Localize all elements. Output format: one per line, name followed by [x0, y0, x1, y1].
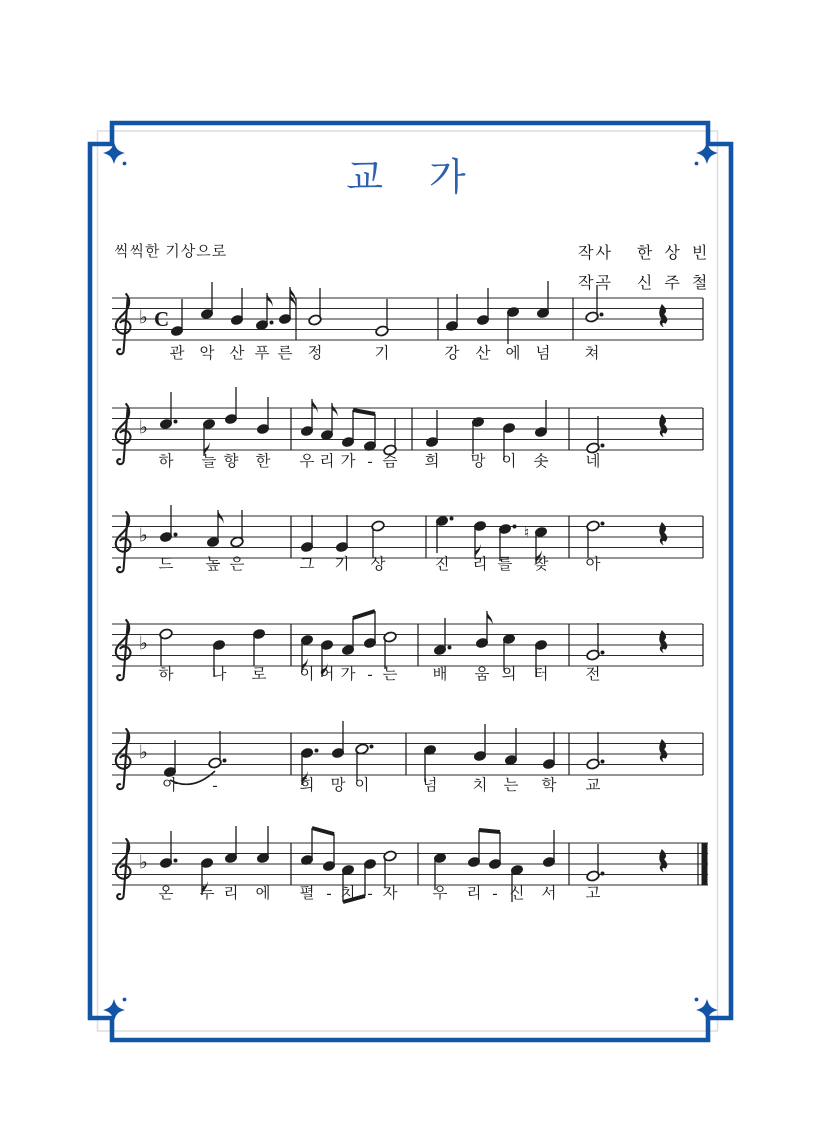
lyric-syllable: 는	[503, 777, 519, 794]
lyric-syllable: 가	[340, 666, 356, 683]
lyric-syllable: 고	[585, 885, 601, 902]
note	[471, 416, 484, 454]
lyric-syllable: 정	[307, 345, 323, 362]
note	[300, 399, 317, 437]
note	[208, 731, 227, 769]
lyric-syllable: 로	[251, 666, 267, 683]
treble-clef-icon	[116, 839, 131, 899]
lyric-syllable: 서	[541, 885, 557, 902]
credit-name: 한 상 빈	[636, 245, 712, 262]
note	[170, 299, 183, 337]
note	[255, 293, 273, 331]
note	[159, 831, 177, 869]
natural-sign-icon: ♮	[524, 523, 530, 542]
note	[163, 740, 176, 778]
page-title: 교 가	[346, 157, 470, 199]
lyric-syllable: 관	[169, 345, 185, 362]
tempo-marking: 씩씩한 기상으로	[114, 244, 228, 260]
lyric-syllable: 자	[382, 885, 398, 902]
note	[586, 520, 605, 558]
lyric-syllable: 리	[223, 885, 239, 902]
lyric-syllable: 리	[472, 556, 488, 573]
lyric-syllable: 에	[505, 345, 521, 362]
note	[331, 721, 344, 759]
beam	[479, 830, 500, 832]
lyric-syllable: 는	[382, 666, 398, 683]
lyric-syllable: 망	[470, 453, 486, 470]
lyric-syllable: -	[367, 453, 373, 470]
lyric-syllable: 한	[255, 453, 271, 470]
note	[375, 299, 389, 337]
flat-sign-icon: ♭	[139, 851, 148, 874]
treble-clef-icon	[116, 404, 131, 464]
lyric-syllable: 온	[158, 885, 174, 902]
note	[320, 403, 337, 441]
note	[383, 418, 397, 456]
quarter-rest-icon	[659, 739, 667, 762]
lyric-syllable: 늘	[201, 453, 217, 470]
note	[335, 515, 348, 553]
note	[445, 294, 458, 332]
flat-sign-icon: ♭	[139, 416, 148, 439]
note	[383, 850, 397, 888]
note	[506, 306, 519, 344]
beam	[353, 410, 375, 414]
note	[230, 288, 243, 326]
lyric-syllable: -	[492, 885, 498, 902]
note	[475, 611, 492, 649]
lyric-syllable: 에	[255, 885, 271, 902]
lyric-syllable: -	[367, 666, 373, 683]
beam	[353, 611, 375, 618]
note	[504, 728, 517, 766]
treble-clef-icon	[116, 294, 131, 354]
lyric-syllable: 향	[223, 453, 239, 470]
lyric-syllable: 의	[501, 666, 517, 683]
note	[308, 288, 322, 326]
lyric-syllable: 기	[334, 556, 350, 573]
lyric-syllable: 찾	[533, 556, 549, 573]
note	[473, 724, 486, 762]
quarter-rest-icon	[659, 849, 667, 872]
lyric-syllable: 기	[374, 345, 390, 362]
final-barline	[702, 843, 708, 885]
lyric-syllable: 이	[299, 666, 315, 683]
treble-clef-icon	[116, 620, 131, 680]
lyric-syllable: 교	[585, 777, 601, 794]
lyric-syllable: 높	[205, 556, 221, 573]
note	[476, 288, 489, 326]
flat-sign-icon: ♭	[139, 524, 148, 547]
lyric-syllable: 산	[229, 345, 245, 362]
lyric-syllable: 우	[299, 453, 315, 470]
lyric-syllable: 를	[497, 556, 513, 573]
lyric-syllable: 학	[541, 777, 557, 794]
quarter-rest-icon	[659, 304, 667, 327]
lyric-syllable: 하	[158, 666, 174, 683]
note	[300, 515, 313, 553]
lyric-syllable: 터	[533, 666, 549, 683]
lyric-syllable: 쳐	[584, 345, 600, 362]
lyric-syllable: 상	[370, 556, 386, 573]
lyric-syllable: 신	[509, 885, 525, 902]
lyric-syllable: 이	[354, 777, 370, 794]
note	[586, 416, 605, 454]
lyric-syllable: 치	[340, 885, 356, 902]
lyric-syllable: 치	[472, 777, 488, 794]
lyric-syllable: 진	[434, 556, 450, 573]
note	[542, 830, 555, 868]
note	[256, 826, 269, 864]
credit-composer	[578, 270, 711, 293]
time-signature: C	[154, 307, 170, 331]
note	[371, 520, 385, 558]
lyric-syllable: 전	[585, 666, 601, 683]
lyric-syllable: 희	[424, 453, 440, 470]
lyric-syllable: 이	[501, 453, 517, 470]
note	[542, 732, 555, 770]
lyric-syllable: 배	[432, 666, 448, 683]
lyric-syllable: 아	[585, 556, 601, 573]
lyric-syllable: 그	[299, 556, 315, 573]
lyric-syllable: 리	[466, 885, 482, 902]
lyric-syllable: -	[212, 777, 218, 794]
credit-lyricist	[578, 240, 711, 263]
note	[224, 826, 237, 864]
note	[383, 631, 397, 669]
note	[159, 628, 173, 666]
quarter-rest-icon	[659, 414, 667, 437]
lyric-syllable: 아	[162, 777, 178, 794]
lyric-syllable: 슴	[382, 453, 398, 470]
lyric-syllable: 망	[330, 777, 346, 794]
lyric-syllable: 펼	[299, 885, 315, 902]
lyric-syllable: -	[367, 885, 373, 902]
lyric-syllable: 네	[585, 453, 601, 470]
lyric-syllable: 넘	[535, 345, 551, 362]
credit-name: 신 주 철	[636, 275, 712, 292]
note	[473, 520, 486, 558]
quarter-rest-icon	[659, 522, 667, 545]
note	[252, 628, 265, 666]
lyric-syllable: 강	[444, 345, 460, 362]
treble-clef-icon	[116, 512, 131, 572]
note	[256, 397, 269, 435]
lyric-syllable: 넘	[422, 777, 438, 794]
lyric-syllable: 푸	[254, 345, 270, 362]
staff-4	[112, 611, 703, 680]
beam	[312, 828, 334, 834]
note	[224, 387, 237, 425]
quarter-rest-icon	[659, 630, 667, 653]
lyric-syllable: 희	[299, 777, 315, 794]
flat-sign-icon: ♭	[139, 306, 148, 329]
note	[200, 282, 213, 320]
lyric-syllable: 드	[158, 556, 174, 573]
lyric-syllable: 솟	[533, 453, 549, 470]
lyric-syllable: 누	[199, 885, 215, 902]
lyric-syllable: 리	[319, 453, 335, 470]
note	[159, 392, 177, 430]
lyric-syllable: -	[326, 885, 332, 902]
lyric-syllable: 움	[474, 666, 490, 683]
flat-sign-icon: ♭	[139, 741, 148, 764]
lyric-syllable: 어	[319, 666, 335, 683]
lyric-syllable: 하	[158, 453, 174, 470]
lyric-syllable: 은	[229, 556, 245, 573]
flat-sign-icon: ♭	[139, 632, 148, 655]
credit-role: 작사	[578, 245, 613, 262]
note	[586, 844, 605, 882]
lyric-syllable: 나	[211, 666, 227, 683]
credit-role: 작곡	[578, 275, 613, 292]
treble-clef-icon	[116, 729, 131, 789]
lyric-syllable: 산	[475, 345, 491, 362]
lyric-syllable: 가	[340, 453, 356, 470]
lyric-syllable: 우	[432, 885, 448, 902]
note	[536, 281, 549, 319]
lyric-syllable: 악	[199, 345, 215, 362]
lyric-syllable: 른	[277, 345, 293, 362]
